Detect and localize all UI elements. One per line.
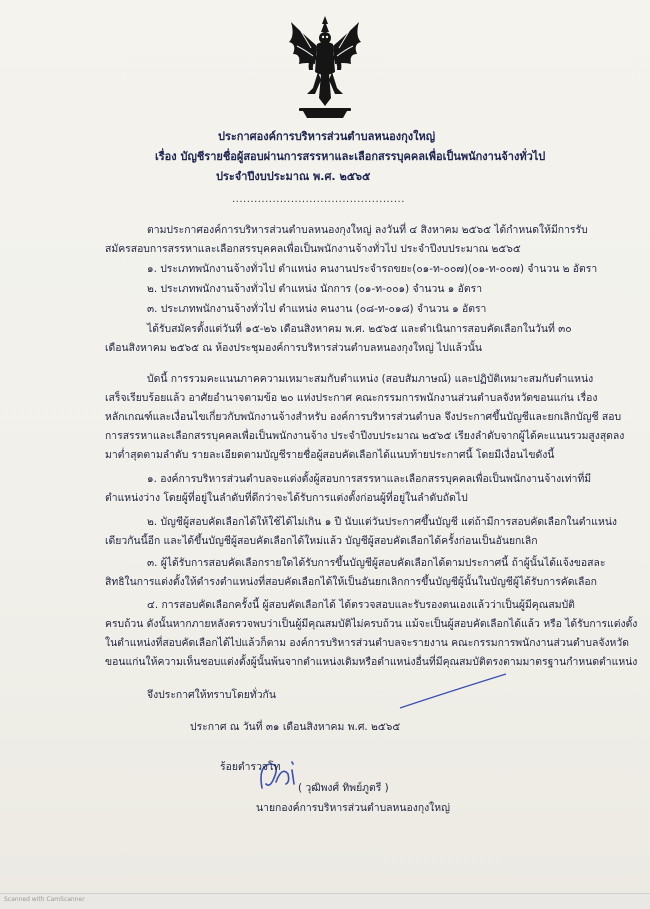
para-1-line-2: สมัครสอบการสรรหาและเลือกสรรบุคคลเพื่อเป็นพนักงานจ้างทั่วไป ประจำปีงบประมาณ ๒๕๖๕ (105, 243, 521, 255)
pen-stroke (398, 672, 508, 712)
condition-3-line-2: สิทธิในการแต่งตั้งให้ดำรงตำแหน่งที่สอบคัดเลือกได้ให้เป็นอันยกเลิกการขึ้นบัญชีผู้นั้นในบัญชีผู้ได้รับการคัดเลือก (105, 576, 597, 588)
signatory-name: ( วุฒิพงศ์ ทิพย์ภูตรี ) (298, 782, 389, 794)
para-3-line-3: หลักเกณฑ์และเงื่อนไขเกี่ยวกับพนักงานจ้างสำหรับ องค์การบริหารส่วนตำบล จึงประกาศขึ้นบัญชีและยกเลิกบัญชี สอบ (105, 411, 622, 423)
para-3-line-4: การสรรหาและเลือกสรรบุคคลเพื่อเป็นพนักงานจ้าง ประจำปีงบประมาณ ๒๕๖๕ เรียงลำดับจากผู้ได้คะแนนรวมสูงสุดลง (105, 430, 625, 442)
para-1-line-1: ตามประกาศองค์การบริหารส่วนตำบลหนองกุงใหญ่ ลงวันที่ ๔ สิงหาคม ๒๕๖๕ ได้กำหนดให้มีการรับ (147, 224, 588, 236)
announcement-date: ประกาศ ณ วันที่ ๓๑ เดือนสิงหาคม พ.ศ. ๒๕๖๕ (190, 721, 401, 733)
condition-3-line-1: ๓. ผู้ได้รับการสอบคัดเลือกรายใดได้รับการขึ้นบัญชีผู้สอบคัดเลือกได้ตามประกาศนี้ ถ้าผู้นั้นได้แจ้งขอสละ (147, 557, 606, 569)
handwritten-signature (240, 748, 320, 808)
condition-4-line-1: ๔. การสอบคัดเลือกครั้งนี้ ผู้สอบคัดเลือกได้ ได้ตรวจสอบและรับรองตนเองแล้วว่าเป็นผู้มีคุณสมบัติ (147, 599, 575, 611)
title-org: ประกาศองค์การบริหารส่วนตำบลหนองกุงใหญ่ (218, 130, 436, 143)
closing-statement: จึงประกาศให้ทราบโดยทั่วกัน (147, 689, 276, 701)
scanner-watermark: Scanned with CamScanner (4, 896, 85, 903)
title-fiscal-year: ประจำปีงบประมาณ พ.ศ. ๒๕๖๕ (216, 170, 371, 183)
condition-4-line-3: ในตำแหน่งที่สอบคัดเลือกได้ไปแล้วก็ตาม องค์การบริหารส่วนตำบลจะรายงาน คณะกรรมการพนักงานส่วนตำบลจังหวัด (105, 637, 629, 649)
condition-4-line-4: ขอนแก่นให้ความเห็นชอบแต่งตั้งผู้นั้นพ้นจากตำแหน่งเดิมหรือตำแหน่งอื่นที่มีคุณสมบัติตรงตามมาตรฐานกำหนดตำแหน่ง (105, 656, 638, 668)
signatory-position: นายกองค์การบริหารส่วนตำบลหนองกุงใหญ่ (256, 802, 450, 814)
para-2-line-1: ได้รับสมัครตั้งแต่วันที่ ๑๕-๒๖ เดือนสิงหาคม พ.ศ. ๒๕๖๕ และดำเนินการสอบคัดเลือกในวันที่ ๓๐ (147, 323, 572, 335)
title-separator: ............................................... (232, 194, 405, 205)
scanner-footer (0, 893, 650, 909)
para-3-line-1: บัดนี้ การรวมคะแนนภาคความเหมาะสมกับตำแหน่ง (สอบสัมภาษณ์) และปฏิบัติเหมาะสมกับตำแหน่ง (147, 373, 594, 385)
title-subject: เรื่อง บัญชีรายชื่อผู้สอบผ่านการสรรหาและเลือกสรรบุคคลเพื่อเป็นพนักงานจ้างทั่วไป (155, 150, 546, 163)
position-item-2: ๒. ประเภทพนักงานจ้างทั่วไป ตำแหน่ง นักการ (๐๑-ท-๐๐๑) จำนวน ๑ อัตรา (147, 283, 483, 295)
position-item-1: ๑. ประเภทพนักงานจ้างทั่วไป ตำแหน่ง คนงานประจำรถขยะ(๐๑-ท-๐๐๗)(๐๑-ท-๐๐๗) จำนวน ๒ อัตรา (147, 263, 598, 275)
condition-2-line-2: เดียวกันนี้อีก และได้ขึ้นบัญชีผู้สอบคัดเลือกได้ใหม่แล้ว บัญชีผู้สอบคัดเลือกได้ครั้งก่อนเป็นอันยกเลิก (105, 535, 538, 547)
condition-4-line-2: ครบถ้วน ดังนั้นหากภายหลังตรวจพบว่าเป็นผู้มีคุณสมบัติไม่ครบถ้วน แม้จะเป็นผู้สอบคัดเลือกได้แล้ว หรือ ได้รับการแต่งตั้ง (105, 618, 638, 630)
position-item-3: ๓. ประเภทพนักงานจ้างทั่วไป ตำแหน่ง คนงาน (๐๘-ท-๐๑๘) จำนวน ๑ อัตรา (147, 303, 487, 315)
para-3-line-5: มาต่ำสุดตามลำดับ รายละเอียดตามบัญชีรายชื่อผู้สอบคัดเลือกได้แนบท้ายประกาศนี้ โดยมีเงื่อนไขดังนี้ (105, 449, 555, 461)
condition-2-line-1: ๒. บัญชีผู้สอบคัดเลือกได้ให้ใช้ได้ไม่เกิน ๑ ปี นับแต่วันประกาศขึ้นบัญชี แต่ถ้ามีการสอบคัดเลือกในตำแหน่ง (147, 516, 617, 528)
condition-1-line-1: ๑. องค์การบริหารส่วนตำบลจะแต่งตั้งผู้สอบการสรรหาและเลือกสรรบุคคลเพื่อเป็นพนักงานจ้างเท่าที่มี (147, 473, 592, 485)
para-3-line-2: เสร็จเรียบร้อยแล้ว อาศัยอำนาจตามข้อ ๒๐ แห่งประกาศ คณะกรรมการพนักงานส่วนตำบลจังหวัดขอนแก่น เรื่อง (105, 392, 598, 404)
condition-1-line-2: ตำแหน่งว่าง โดยผู้ที่อยู่ในลำดับที่ดีกว่าจะได้รับการแต่งตั้งก่อนผู้ที่อยู่ในลำดับถัดไป (105, 492, 468, 504)
signatory-rank: ร้อยตำรวจโท (220, 761, 281, 773)
para-2-line-2: เดือนสิงหาคม ๒๕๖๕ ณ ห้องประชุมองค์การบริหารส่วนตำบลหนองกุงใหญ่ ไปแล้วนั้น (105, 342, 482, 354)
garuda-emblem (285, 14, 365, 120)
